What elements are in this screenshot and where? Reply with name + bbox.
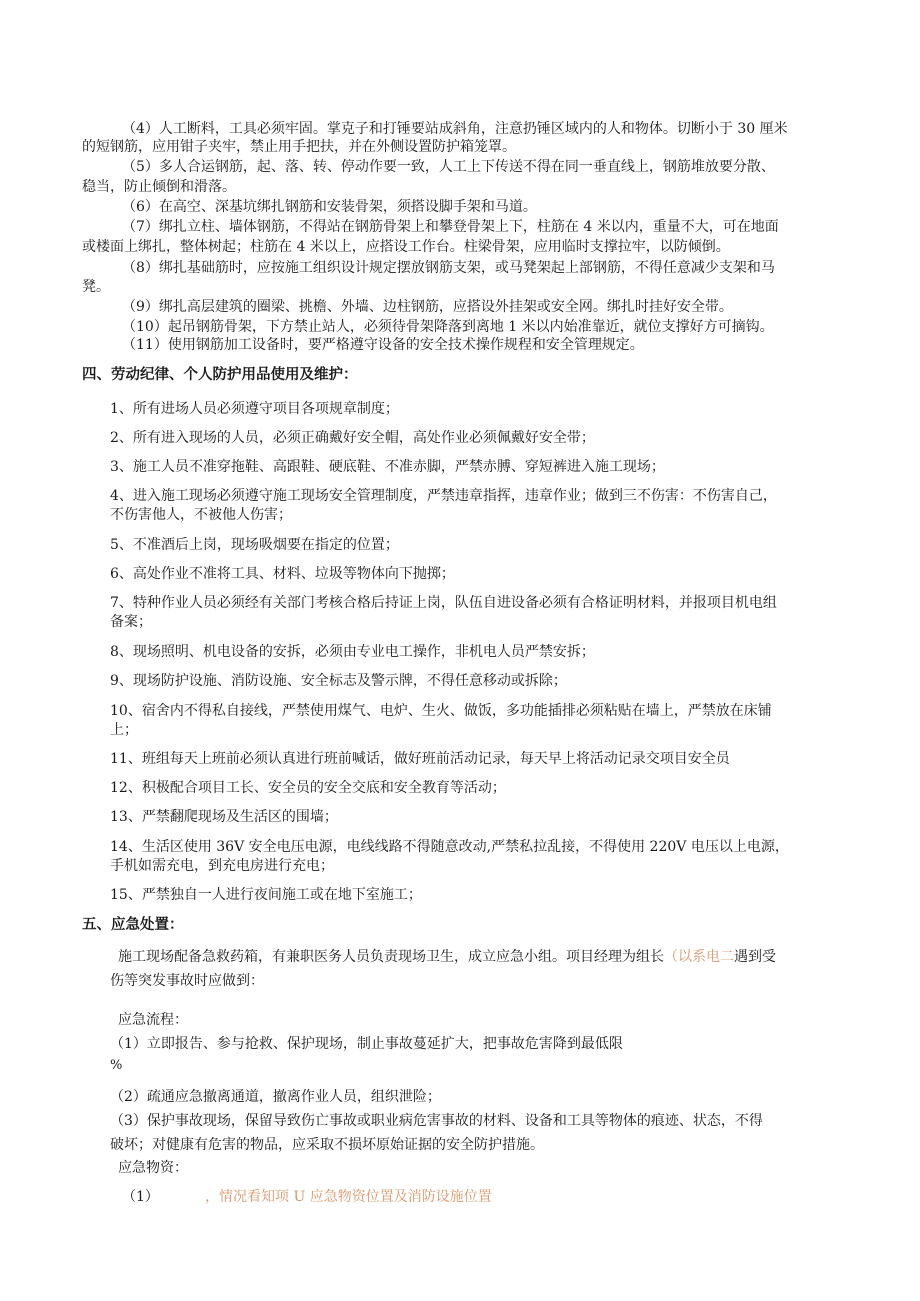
material-1-number: （1） bbox=[122, 1189, 159, 1205]
rule-14-line-1: 14、生活区使用 36V 安全电压电源，电线线路不得随意改动,严禁私拉乱接，不得使用 220V 电压以上电源， bbox=[110, 839, 789, 855]
item-8-line-1: （8）绑扎基础筋时，应按施工组织设计规定摆放钢筋支架，或马凳架起上部钢筋，不得任意减少支架和马 bbox=[122, 260, 775, 276]
intro-orange-text: （以系电二 bbox=[664, 949, 734, 965]
section-5-heading: 五、应急处置： bbox=[82, 917, 184, 933]
item-9: （9）绑扎高层建筑的圈梁、挑檐、外墙、边柱钢筋，应搭设外挂架或安全网。绑扎时挂好安全带。 bbox=[122, 299, 733, 315]
rule-10-line-1: 10、宿舍内不得私自接线，严禁使用煤气、电炉、生火、做饭，多功能插排必须粘贴在墙上，严禁放在床铺 bbox=[110, 703, 772, 719]
flow-2: （2）疏通应急撤离通道，撤离作业人员，组织泄险； bbox=[110, 1089, 441, 1105]
item-4-line-1: （4）人工断料，工具必须牢固。掌克子和打锤要站成斜角，注意扔锤区域内的人和物体。切断小于 30 厘米 bbox=[122, 121, 788, 137]
material-1-text: ，情况看知项 U 应急物资位置及消防设施位置 bbox=[205, 1189, 492, 1205]
rule-7-line-1: 7、特种作业人员必须经有关部门考核合格后持证上岗，队伍自进设备必须有合格证明材料，并报项目机电组 bbox=[110, 595, 777, 611]
rule-10-line-2: 上； bbox=[110, 722, 138, 738]
rule-5: 5、不准酒后上岗，现场吸烟要在指定的位置； bbox=[110, 537, 399, 553]
item-5-line-1: （5）多人合运钢筋，起、落、转、停动作要一致，人工上下传送不得在同一垂直线上，钢筋堆放要分散、 bbox=[122, 159, 775, 175]
item-11: （11）使用钢筋加工设备时，要严格遵守设备的安全技术操作规程和安全管理规定。 bbox=[122, 337, 644, 353]
rule-15: 15、严禁独自一人进行夜间施工或在地下室施工； bbox=[110, 887, 422, 903]
rule-9: 9、现场防护设施、消防设施、安全标志及警示牌，不得任意移动或拆除； bbox=[110, 673, 567, 689]
item-5-line-2: 稳当，防止倾倒和滑落。 bbox=[82, 179, 236, 195]
rule-2: 2、所有进入现场的人员，必须正确戴好安全帽，高处作业必须佩戴好安全带； bbox=[110, 430, 595, 446]
rule-1: 1、所有进场人员必须遵守项目各项规章制度； bbox=[110, 401, 399, 417]
item-7-line-2: 或楼面上绑扎，整体树起；柱筋在 4 米以上，应搭设工作台。柱梁骨架，应用临时支撑拉牢，以防倾倒。 bbox=[82, 239, 730, 255]
rule-12: 12、积极配合项目工长、安全员的安全交底和安全教育等活动； bbox=[110, 780, 506, 796]
rule-6: 6、高处作业不准将工具、材料、垃圾等物体向下抛掷； bbox=[110, 566, 455, 582]
item-7-line-1: （7）绑扎立柱、墙体钢筋，不得站在钢筋骨架上和攀登骨架上下，柱筋在 4 米以内，重量不大，可在地面 bbox=[122, 219, 779, 235]
intro-text-b: 遇到受 bbox=[734, 949, 776, 965]
flow-label: 应急流程： bbox=[118, 1012, 188, 1028]
intro-text-a: 施工现场配备急救药箱，有兼职医务人员负责现场卫生，成立应急小组。项目经理为组长 bbox=[118, 949, 664, 965]
intro-line-1 bbox=[118, 947, 776, 967]
item-10: （10）起吊钢筋骨架，下方禁止站人，必须待骨架降落到离地 1 米以内始准靠近，就位支撑好方可摘钩。 bbox=[122, 319, 774, 335]
rule-4-line-1: 4、进入施工现场必须遵守施工现场安全管理制度，严禁违章指挥，违章作业；做到三不伤害：不伤害自己， bbox=[110, 488, 777, 504]
intro-line-2: 伤等突发事故时应做到： bbox=[110, 973, 264, 989]
flow-3-line-2: 破坏；对健康有危害的物品，应采取不损坏原始证据的安全防护措施。 bbox=[110, 1137, 544, 1153]
rule-7-line-2: 备案； bbox=[110, 614, 152, 630]
item-4-line-2: 的短钢筋，应用钳子夹牢，禁止用手把扶，并在外侧设置防护箱笼罩。 bbox=[82, 139, 516, 155]
flow-3-line-1: （3）保护事故现场，保留导致伤亡事故或职业病危害事故的材料、设备和工具等物体的痕迹、状态，不得 bbox=[110, 1113, 763, 1129]
rule-14-line-2: 手机如需充电，到充电房进行充电； bbox=[110, 858, 334, 874]
rule-11: 11、班组每天上班前必须认真进行班前喊话，做好班前活动记录，每天早上将活动记录交项目安全员 bbox=[110, 751, 730, 767]
rule-8: 8、现场照明、机电设备的安拆，必须由专业电工操作，非机电人员严禁安拆； bbox=[110, 644, 595, 660]
flow-1: （1）立即报告、参与抢救、保护现场，制止事故蔓延扩大，把事故危害降到最低限 bbox=[110, 1036, 623, 1052]
item-6: （6）在高空、深基坑绑扎钢筋和安装骨架，须搭设脚手架和马道。 bbox=[122, 199, 537, 215]
flow-1-mark: % bbox=[110, 1058, 123, 1073]
rule-4-line-2: 不伤害他人，不被他人伤害； bbox=[110, 507, 292, 523]
rule-3: 3、施工人员不准穿拖鞋、高跟鞋、硬底鞋、不准赤脚，严禁赤膊、穿短裤进入施工现场； bbox=[110, 459, 665, 475]
section-4-heading: 四、劳动纪律、个人防护用品使用及维护： bbox=[82, 367, 358, 383]
rule-13: 13、严禁翻爬现场及生活区的围墙； bbox=[110, 809, 338, 825]
item-8-line-2: 凳。 bbox=[82, 279, 110, 295]
materials-label: 应急物资： bbox=[118, 1160, 188, 1176]
